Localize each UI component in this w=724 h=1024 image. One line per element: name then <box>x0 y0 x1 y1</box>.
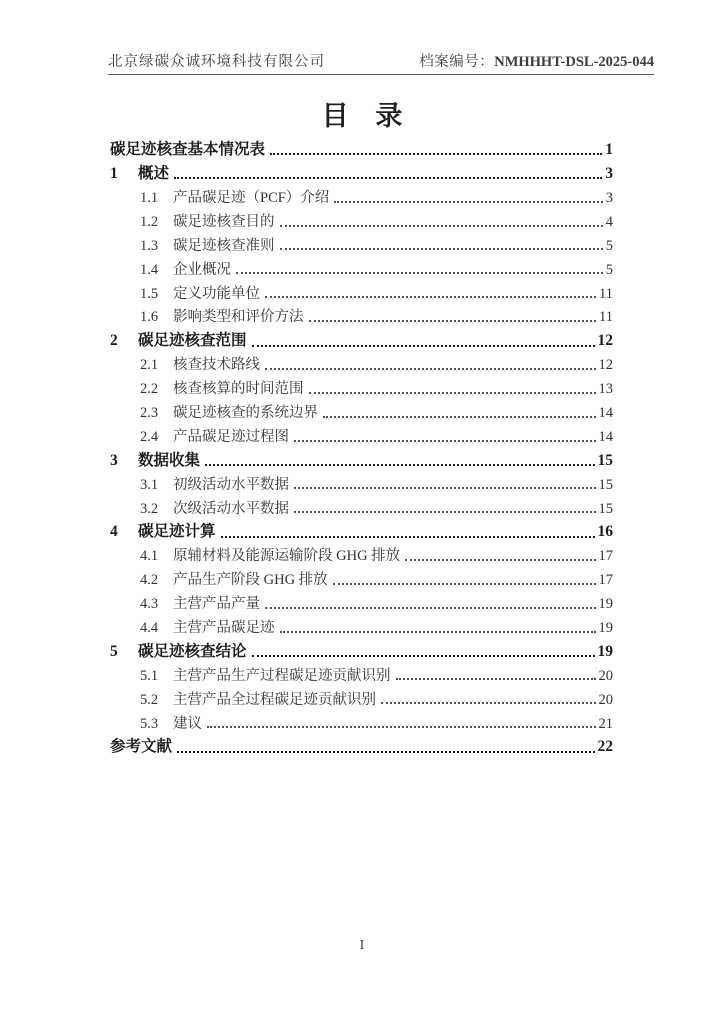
toc-entry-number: 2 <box>110 332 118 350</box>
toc-entry-number: 5.3 <box>140 715 159 732</box>
table-of-contents <box>110 135 613 756</box>
toc-entry-number: 5.1 <box>140 667 159 684</box>
toc-dot-leader <box>265 296 596 298</box>
toc-entry-label: 次级活动水平数据 <box>173 500 289 517</box>
toc-entry-number: 4.2 <box>140 572 159 589</box>
toc-entry[interactable] <box>110 278 613 302</box>
toc-dot-leader <box>252 655 595 657</box>
toc-entry[interactable] <box>110 159 613 183</box>
toc-entry[interactable] <box>110 135 613 159</box>
toc-entry[interactable] <box>110 661 613 685</box>
toc-entry-page: 14 <box>598 405 613 422</box>
toc-dot-leader <box>174 177 602 179</box>
toc-entry-page: 11 <box>599 285 613 302</box>
toc-entry[interactable] <box>110 732 613 756</box>
toc-entry-number: 5.2 <box>140 691 159 708</box>
toc-entry-label: 数据收集 <box>138 451 201 469</box>
toc-entry-page: 11 <box>599 309 613 326</box>
toc-entry-label: 碳足迹核查基本情况表 <box>110 141 266 159</box>
toc-dot-leader <box>221 536 595 538</box>
toc-entry-label: 核查核算的时间范围 <box>173 381 304 398</box>
toc-entry[interactable] <box>110 565 613 589</box>
toc-dot-leader <box>396 678 596 680</box>
toc-entry-number: 1 <box>110 164 118 182</box>
toc-entry-page: 3 <box>605 190 613 206</box>
toc-entry-label: 概述 <box>138 164 170 182</box>
toc-entry-number: 3.1 <box>140 476 159 493</box>
toc-dot-leader <box>265 368 596 370</box>
toc-entry-page: 17 <box>598 572 613 589</box>
toc-entry-number: 4 <box>110 523 118 541</box>
toc-entry[interactable] <box>110 613 613 637</box>
toc-entry-label: 碳足迹核查结论 <box>138 642 247 660</box>
toc-dot-leader <box>280 631 596 633</box>
toc-entry-label: 主营产品碳足迹 <box>173 620 275 637</box>
toc-entry-page: 19 <box>597 642 613 660</box>
toc-entry-number: 1.1 <box>140 190 159 206</box>
toc-entry-label: 初级活动水平数据 <box>173 476 289 493</box>
toc-dot-leader <box>333 583 596 585</box>
toc-entry-number: 1.3 <box>140 237 159 254</box>
toc-entry-page: 5 <box>605 261 613 278</box>
toc-entry-label: 参考文献 <box>110 738 173 756</box>
toc-entry[interactable] <box>110 207 613 231</box>
toc-entry-page: 19 <box>598 596 613 613</box>
toc-entry-label: 影响类型和评价方法 <box>173 309 304 326</box>
toc-entry-number: 2.2 <box>140 381 159 398</box>
toc-entry[interactable] <box>110 517 613 541</box>
header-file-number <box>419 50 654 71</box>
toc-entry-page: 15 <box>598 476 613 493</box>
page-header <box>108 50 654 75</box>
toc-entry-page: 22 <box>597 738 613 756</box>
page-title: 目 录 <box>321 101 413 131</box>
toc-dot-leader <box>265 607 596 609</box>
toc-entry-page: 3 <box>605 164 613 182</box>
toc-entry-number: 5 <box>110 642 118 660</box>
toc-entry-number: 4.4 <box>140 620 159 637</box>
toc-dot-leader <box>270 153 602 155</box>
toc-entry-page: 19 <box>598 620 613 637</box>
header-company-name: 北京绿碳众诚环境科技有限公司 <box>108 54 325 70</box>
toc-dot-leader <box>294 511 596 513</box>
toc-entry-page: 15 <box>598 500 613 517</box>
toc-dot-leader <box>381 702 596 704</box>
toc-entry[interactable] <box>110 326 613 350</box>
header-divider-line <box>108 74 654 75</box>
toc-entry-label: 产品生产阶段 GHG 排放 <box>173 572 328 589</box>
toc-dot-leader <box>405 559 595 561</box>
toc-entry-label: 核查技术路线 <box>173 357 260 374</box>
toc-entry[interactable] <box>110 231 613 255</box>
toc-entry-number: 1.4 <box>140 261 159 278</box>
toc-entry-page: 4 <box>605 213 613 230</box>
toc-entry-page: 20 <box>598 667 613 684</box>
toc-entry[interactable] <box>110 637 613 661</box>
toc-entry-page: 15 <box>597 451 613 469</box>
toc-entry-page: 17 <box>598 548 613 565</box>
toc-dot-leader <box>309 320 597 322</box>
toc-dot-leader <box>205 464 594 466</box>
toc-entry-label: 碳足迹核查范围 <box>138 332 247 350</box>
toc-entry[interactable] <box>110 350 613 374</box>
toc-entry-number: 4.1 <box>140 548 159 565</box>
toc-entry[interactable] <box>110 302 613 326</box>
file-number-label: 档案编号： <box>419 54 495 70</box>
toc-entry[interactable] <box>110 398 613 422</box>
toc-entry[interactable] <box>110 684 613 708</box>
toc-entry-label: 产品碳足迹过程图 <box>173 428 289 445</box>
toc-entry-page: 12 <box>597 332 613 350</box>
toc-entry-number: 1.6 <box>140 309 159 326</box>
toc-dot-leader <box>207 726 596 728</box>
toc-entry-label: 主营产品全过程碳足迹贡献识别 <box>173 691 376 708</box>
toc-dot-leader <box>280 248 603 250</box>
page-number-footer: I <box>359 938 365 953</box>
toc-entry-number: 4.3 <box>140 596 159 613</box>
toc-entry-label: 碳足迹计算 <box>138 523 216 541</box>
file-number-value: NMHHHT-DSL-2025-044 <box>494 54 654 70</box>
toc-entry-label: 企业概况 <box>173 261 231 278</box>
toc-entry-label: 定义功能单位 <box>173 285 260 302</box>
toc-entry[interactable] <box>110 254 613 278</box>
toc-entry-label: 主营产品产量 <box>173 596 260 613</box>
toc-entry-label: 碳足迹核查准则 <box>173 237 275 254</box>
toc-dot-leader <box>294 487 596 489</box>
toc-entry-number: 1.5 <box>140 285 159 302</box>
toc-dot-leader <box>334 201 602 203</box>
toc-entry-page: 5 <box>605 237 613 254</box>
toc-entry[interactable] <box>110 708 613 732</box>
toc-entry-number: 3.2 <box>140 500 159 517</box>
toc-entry[interactable] <box>110 374 613 398</box>
toc-entry-page: 12 <box>598 357 613 374</box>
toc-entry-page: 14 <box>598 428 613 445</box>
toc-entry-label: 碳足迹核查的系统边界 <box>173 405 318 422</box>
toc-dot-leader <box>294 440 596 442</box>
toc-entry-page: 20 <box>598 691 613 708</box>
toc-dot-leader <box>323 416 596 418</box>
toc-entry-page: 1 <box>605 141 613 159</box>
toc-entry-page: 13 <box>598 381 613 398</box>
toc-entry-number: 2.3 <box>140 405 159 422</box>
toc-dot-leader <box>309 392 596 394</box>
toc-entry-number: 1.2 <box>140 213 159 230</box>
toc-dot-leader <box>252 345 595 347</box>
toc-entry[interactable] <box>110 422 613 446</box>
toc-entry[interactable] <box>110 589 613 613</box>
toc-entry-label: 产品碳足迹（PCF）介绍 <box>173 190 330 206</box>
toc-entry[interactable] <box>110 446 613 470</box>
toc-entry-label: 原辅材料及能源运输阶段 GHG 排放 <box>173 548 401 565</box>
toc-entry-label: 建议 <box>173 715 202 732</box>
toc-dot-leader <box>280 225 603 227</box>
toc-entry[interactable] <box>110 493 613 517</box>
toc-entry[interactable] <box>110 541 613 565</box>
toc-entry-page: 21 <box>598 715 613 732</box>
toc-entry-page: 16 <box>597 523 613 541</box>
toc-entry-number: 2.1 <box>140 357 159 374</box>
toc-entry-number: 2.4 <box>140 428 159 445</box>
toc-entry-label: 主营产品生产过程碳足迹贡献识别 <box>173 667 391 684</box>
toc-entry-label: 碳足迹核查目的 <box>173 213 275 230</box>
toc-entry[interactable] <box>110 469 613 493</box>
toc-dot-leader <box>177 751 594 753</box>
toc-dot-leader <box>236 272 603 274</box>
toc-entry-number: 3 <box>110 451 118 469</box>
toc-entry[interactable] <box>110 183 613 207</box>
